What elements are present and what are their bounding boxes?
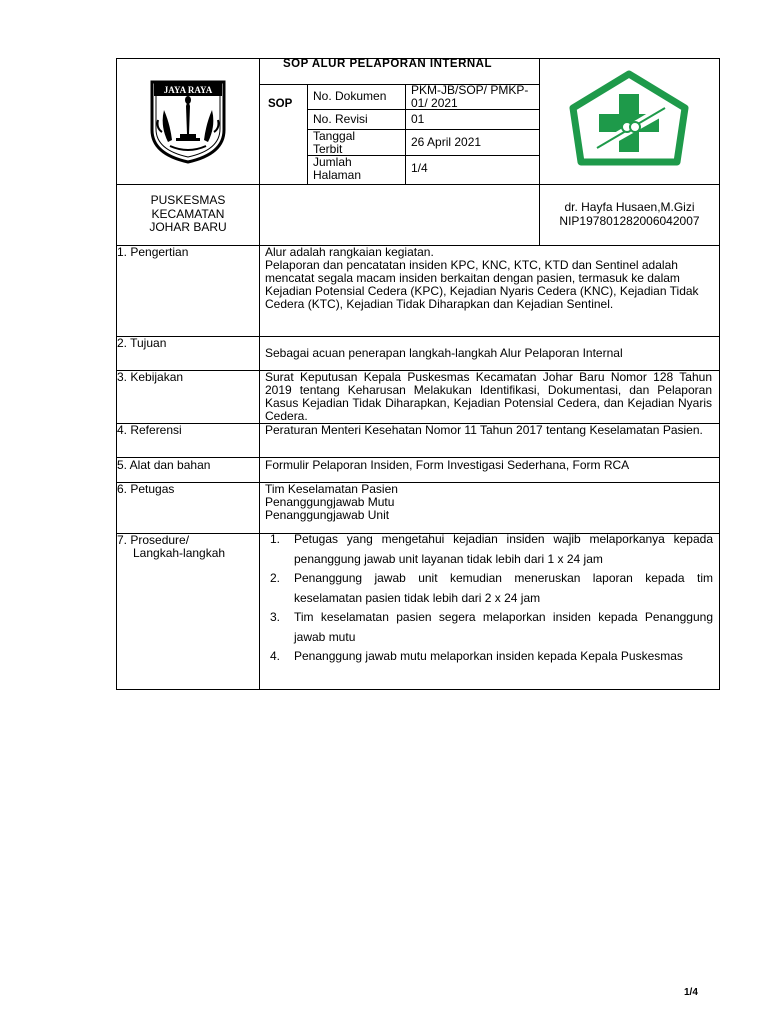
- meta-label-pages: Jumlah Halaman: [313, 155, 362, 182]
- institution-line-1: PUSKESMAS: [150, 193, 226, 207]
- step-number: 3.: [270, 610, 281, 624]
- page-number: 1/4: [684, 987, 698, 998]
- procedure-step: [260, 608, 713, 647]
- section-body-kebijakan: Surat Keputusan Kepala Puskesmas Kecamatan Johar Baru Nomor 128 Tahun 2019 tentang Keharusan Melakukan Identifikasi, Dokumentasi, dan Pelaporan Kasus Kejadian Tidak Diharapkan, Kejadian Potensial Cedera, dan Kejadian Nyaris Cedera.: [265, 370, 712, 423]
- section-label-alat: 5. Alat dan bahan: [117, 458, 211, 472]
- prosedure-label-line-2: Langkah-langkah: [133, 546, 226, 560]
- row-divider-header: [116, 184, 720, 185]
- meta-value-pages: 1/4: [411, 161, 428, 175]
- signer-nip: NIP197801282006042007: [559, 213, 700, 228]
- step-text: Tim keselamatan pasien segera melaporkan insiden kepada Penanggung jawab mutu: [294, 610, 713, 644]
- sop-label: SOP: [268, 98, 293, 110]
- meta-value-revision: 01: [411, 112, 425, 126]
- document-title: SOP ALUR PELAPORAN INTERNAL: [283, 58, 493, 70]
- meta-value-doc-number: PKM-JB/SOP/ PMKP-01/ 2021: [411, 83, 529, 110]
- meta-label-date: Tanggal Terbit: [313, 129, 356, 156]
- meta-value-date: 26 April 2021: [411, 135, 482, 149]
- crest-motto: JAYA RAYA: [163, 85, 213, 95]
- section-body-tujuan: Sebagai acuan penerapan langkah-langkah Alur Pelaporan Internal: [265, 346, 623, 360]
- col-divider-meta: [405, 84, 406, 184]
- procedure-steps: [260, 530, 713, 667]
- pengertian-line-1: Alur adalah rangkaian kegiatan.: [265, 245, 434, 259]
- section-label-kebijakan: 3. Kebijakan: [117, 370, 184, 384]
- procedure-step: [260, 569, 713, 608]
- institution-name: [117, 194, 259, 235]
- jaya-raya-crest-icon: [146, 76, 230, 166]
- puskesmas-logo-icon: [569, 70, 689, 172]
- section-label-referensi: 4. Referensi: [117, 423, 182, 437]
- institution-line-2: KECAMATAN: [151, 206, 225, 221]
- step-number: 2.: [270, 571, 281, 585]
- section-body-alat: Formulir Pelaporan Insiden, Form Investigasi Sederhana, Form RCA: [265, 458, 630, 472]
- prosedure-label-line-1: 7. Prosedure/: [117, 533, 190, 547]
- step-text: Petugas yang mengetahui kejadian insiden wajib melaporkanya kepada penanggung jawab unit layanan tidak lebih dari 1 x 24 jam: [294, 532, 713, 566]
- step-number: 1.: [270, 532, 281, 546]
- table-border-right: [719, 58, 720, 690]
- section-label-tujuan: 2. Tujuan: [117, 336, 167, 350]
- step-number: 4.: [270, 649, 281, 663]
- section-body-petugas: [265, 483, 665, 522]
- signer-name: dr. Hayfa Husaen,M.Gizi: [564, 200, 695, 214]
- petugas-line-2: Penanggungjawab Mutu: [265, 495, 395, 509]
- col-divider-sop: [307, 84, 308, 184]
- step-text: Penanggung jawab unit kemudian meneruskan laporan kepada tim keselamatan pasien tidak lebih dari 2 x 24 jam: [294, 571, 713, 605]
- pengertian-line-2: Pelaporan dan pencatatan insiden KPC, KNC, KTC, KTD dan Sentinel adalah mencatat segala macam insiden berkaitan dengan pasien, termasuk ke dalam Kejadian Potensial Cedera (KPC), Kejadian Nyaris Cedera (KNC), Kejadian Tidak Cedera (KTC), Kejadian Tidak Diharapkan dan Kejadian Sentinel.: [265, 258, 699, 311]
- signer-block: [540, 201, 719, 228]
- section-label-petugas: 6. Petugas: [117, 482, 175, 496]
- petugas-line-3: Penanggungjawab Unit: [265, 508, 390, 522]
- meta-label-doc-number: No. Dokumen: [313, 89, 387, 103]
- institution-line-3: JOHAR BARU: [149, 220, 227, 234]
- section-body-referensi: Peraturan Menteri Kesehatan Nomor 11 Tahun 2017 tentang Keselamatan Pasien.: [265, 423, 703, 437]
- section-body-pengertian: [265, 246, 715, 311]
- meta-label-revision: No. Revisi: [313, 112, 368, 126]
- section-label-pengertian: 1. Pengertian: [117, 245, 189, 259]
- procedure-step: [260, 530, 713, 569]
- row-divider-pengertian: [116, 336, 720, 337]
- section-label-prosedure: [117, 534, 257, 560]
- step-text: Penanggung jawab mutu melaporkan insiden kepada Kepala Puskesmas: [294, 649, 683, 663]
- procedure-step: [260, 647, 713, 667]
- table-border-bottom: [116, 689, 720, 690]
- petugas-line-1: Tim Keselamatan Pasien: [265, 482, 398, 496]
